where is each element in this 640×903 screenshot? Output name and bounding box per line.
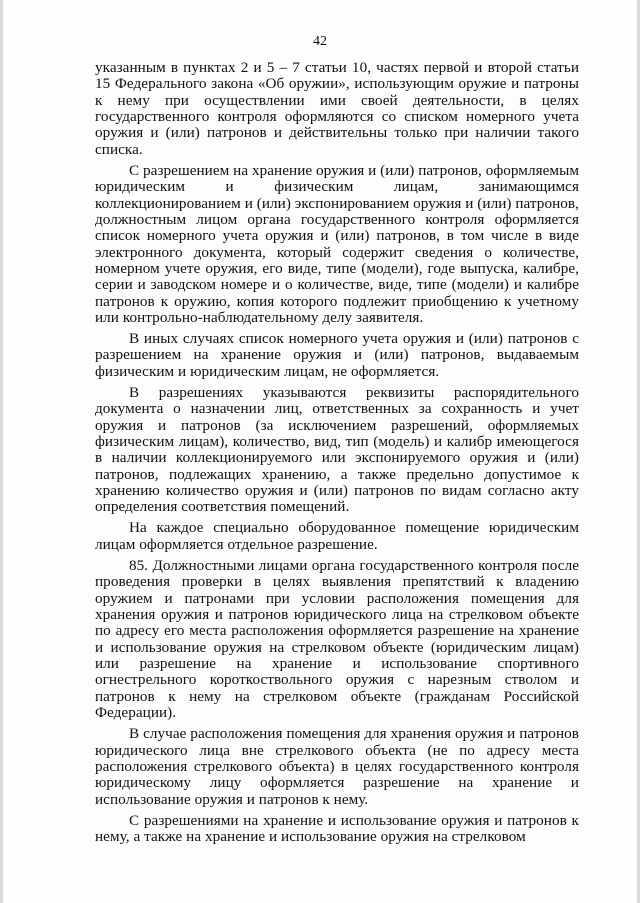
paragraph: В случае расположения помещения для хранения оружия и патронов юридического лица вне стрелкового объекта (не по адресу места расположения стрелкового объекта) в целях государственного контроля юридическому лицу оформляется разрешение на хранение и использование оружия и патронов к нему. <box>95 725 579 808</box>
paragraph: С разрешением на хранение оружия и (или) патронов, оформляемым юридическим и физическим лицам, занимающимся коллекционированием и (или) экспонированием оружия и (или) патронов, должностным лицом органа государственного контроля оформляется список номерного учета оружия и (или) патронов, в том числе в виде электронного документа, который содержит сведения о количестве, номерном учете оружия, его виде, типе (модели), годе выпуска, калибре, серии и заводском номере и о количестве, виде, типе (модели) и калибре патронов к оружию, копия которого подлежит приобщению к учетному или контрольно-наблюдательному делу заявителя. <box>95 161 579 326</box>
document-body <box>95 60 579 850</box>
paragraph: В иных случаях список номерного учета оружия и (или) патронов с разрешением на хранение оружия и (или) патронов, выдаваемым физическим и юридическим лицам, не оформляется. <box>95 330 579 380</box>
page-number: 42 <box>313 34 327 49</box>
paragraph: С разрешениями на хранение и использование оружия и патронов к нему, а также на хранение и использование оружия на стрелковом <box>95 811 579 846</box>
paragraph: В разрешениях указываются реквизиты распорядительного документа о назначении лиц, ответственных за сохранность и учет оружия и патронов (за исключением разрешений, оформляемых физическим лицам), количество, вид, тип (модель) и калибр имеющегося в наличии коллекционируемого или экспонируемого оружия и (или) патронов, подлежащих хранению, а также предельно допустимое к хранению количество оружия и (или) патронов по видам согласно акту определения соответствия помещений. <box>95 383 579 516</box>
paragraph: указанным в пунктах 2 и 5 – 7 статьи 10, частях первой и второй статьи 15 Федерального закона «Об оружии», использующим оружие и патроны к нему при осуществлении ими своей деятельности, в целях государственного контроля оформляются со списком номерного учета оружия и (или) патронов и действительны только при наличии такого списка. <box>95 59 579 158</box>
paragraph: 85. Должностными лицами органа государственного контроля после проведения проверки в целях выявления препятствий к владению оружием и патронами при условии расположения помещения для хранения оружия и патронов юридического лица на стрелковом объекте по адресу его места расположения оформляется разрешение на хранение и использование оружия на стрелковом объекте (юридическим лицам) или разрешение на хранение и использование спортивного огнестрельного короткоствольного оружия с нарезным стволом и патронов к нему на стрелковом объекте (гражданам Российской Федерации). <box>95 556 579 722</box>
scan-left-edge <box>0 0 3 903</box>
paragraph: На каждое специально оборудованное помещение юридическим лицам оформляется отдельное разрешение. <box>95 519 579 553</box>
